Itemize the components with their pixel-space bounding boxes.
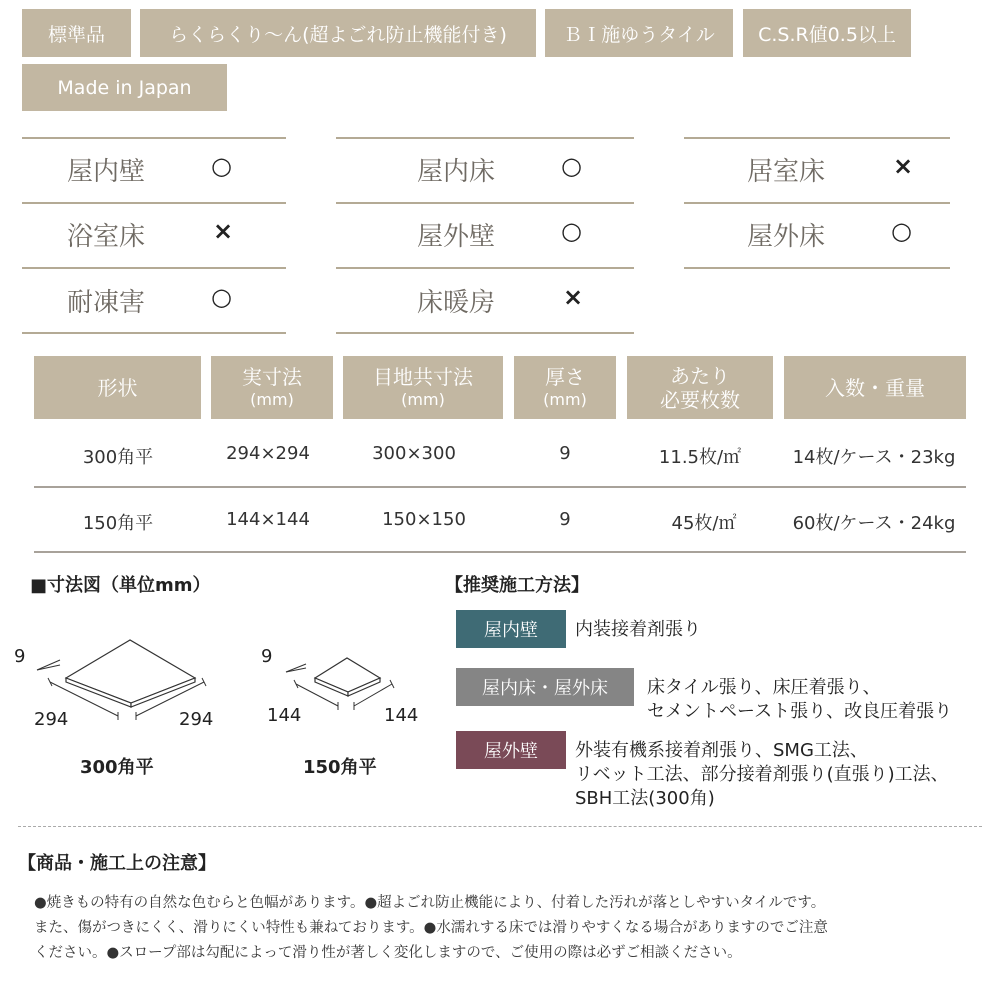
usage-label-indoor-wall: 屋内壁 bbox=[67, 157, 146, 187]
table-row-divider bbox=[34, 551, 966, 553]
usage-label-bath-floor: 浴室床 bbox=[67, 222, 146, 252]
note-line: ●焼きもの特有の自然な色むらと色幅があります。●超よごれ防止機能により、付着した汚れが落としやすいタイルです。 bbox=[34, 895, 826, 911]
table-cell: 9 bbox=[559, 443, 571, 464]
tag-standard: 標準品 bbox=[22, 9, 131, 57]
usage-divider bbox=[22, 137, 286, 139]
usage-mark-frost: ○ bbox=[211, 283, 232, 311]
method-tag-outdoor-wall: 屋外壁 bbox=[456, 731, 566, 769]
usage-divider bbox=[22, 267, 286, 269]
table-cell: 144×144 bbox=[226, 509, 310, 530]
table-cell: 9 bbox=[559, 509, 571, 530]
tile-300-width: 294 bbox=[34, 709, 69, 730]
method-text-outdoor-wall-3: SBH工法(300角) bbox=[575, 788, 715, 809]
usage-label-indoor-floor: 屋内床 bbox=[417, 157, 496, 187]
usage-label-floor-heating: 床暖房 bbox=[417, 288, 496, 318]
tile-300-depth: 294 bbox=[179, 709, 214, 730]
table-cell: 14枚/ケース・23kg bbox=[792, 447, 956, 468]
notes-title: 【商品・施工上の注意】 bbox=[18, 853, 216, 874]
table-cell: 60枚/ケース・24kg bbox=[792, 513, 956, 534]
tile-300-name: 300角平 bbox=[80, 757, 154, 778]
section-divider bbox=[18, 826, 982, 827]
table-cell: 11.5枚/㎡ bbox=[658, 447, 742, 468]
tag-csr: C.S.R値0.5以上 bbox=[743, 9, 911, 57]
usage-mark-bath-floor: × bbox=[213, 217, 234, 245]
usage-divider bbox=[336, 267, 634, 269]
usage-mark-outdoor-wall: ○ bbox=[561, 217, 582, 245]
table-cell: 150×150 bbox=[382, 509, 466, 530]
table-cell: 150角平 bbox=[82, 513, 154, 534]
note-line: また、傷がつきにくく、滑りにくい特性も兼ねております。●水濡れする床では滑りやすくなる場合がありますのでご注意 bbox=[34, 920, 828, 936]
usage-divider bbox=[22, 332, 286, 334]
usage-divider bbox=[22, 202, 286, 204]
usage-divider bbox=[684, 202, 950, 204]
methods-title: 【推奨施工方法】 bbox=[445, 575, 589, 596]
note-line: ください。●スロープ部は勾配によって滑り性が著しく変化しますので、ご使用の際は必ずご相談ください。 bbox=[34, 945, 742, 961]
tag-bi-glaze: ＢＩ施ゆうタイル bbox=[545, 9, 733, 57]
usage-divider bbox=[336, 332, 634, 334]
table-header-joint-size: 目地共寸法 (mm) bbox=[343, 356, 503, 419]
tag-easy-clean: らくらくり〜ん(超よごれ防止機能付き) bbox=[140, 9, 536, 57]
usage-divider bbox=[336, 202, 634, 204]
usage-mark-indoor-wall: ○ bbox=[211, 152, 232, 180]
usage-mark-floor-heating: × bbox=[563, 283, 584, 311]
method-text-floors-1: 床タイル張り、床圧着張り、 bbox=[647, 677, 881, 698]
table-header-thickness: 厚さ (mm) bbox=[514, 356, 616, 419]
usage-mark-indoor-floor: ○ bbox=[561, 152, 582, 180]
method-text-outdoor-wall-2: リベット工法、部分接着剤張り(直張り)工法、 bbox=[575, 764, 949, 785]
method-text-outdoor-wall-1: 外装有機系接着剤張り、SMG工法、 bbox=[575, 740, 868, 761]
table-header-pack-weight: 入数・重量 bbox=[784, 356, 966, 419]
method-tag-indoor-wall: 屋内壁 bbox=[456, 610, 566, 648]
dimension-title: ■寸法図（単位mm） bbox=[30, 575, 211, 596]
usage-divider bbox=[336, 137, 634, 139]
tile-150-thickness: 9 bbox=[261, 646, 273, 667]
table-cell: 45枚/㎡ bbox=[671, 513, 737, 534]
table-cell: 300×300 bbox=[372, 443, 456, 464]
usage-label-outdoor-wall: 屋外壁 bbox=[417, 222, 496, 252]
method-tag-floors: 屋内床・屋外床 bbox=[456, 668, 634, 706]
usage-mark-living-floor: × bbox=[893, 152, 914, 180]
tile-150-width: 144 bbox=[267, 705, 302, 726]
usage-label-frost: 耐凍害 bbox=[67, 288, 146, 318]
usage-label-outdoor-floor: 屋外床 bbox=[747, 222, 826, 252]
table-header-actual-size: 実寸法 (mm) bbox=[211, 356, 333, 419]
table-cell: 300角平 bbox=[82, 447, 154, 468]
tile-300-thickness: 9 bbox=[14, 646, 26, 667]
table-cell: 294×294 bbox=[226, 443, 310, 464]
method-text-indoor-wall: 内装接着剤張り bbox=[575, 619, 701, 640]
table-header-quantity: あたり 必要枚数 bbox=[627, 356, 773, 419]
method-text-floors-2: セメントペースト張り、改良圧着張り bbox=[647, 701, 953, 722]
usage-divider bbox=[684, 137, 950, 139]
table-header-shape: 形状 bbox=[34, 356, 201, 419]
tile-150-depth: 144 bbox=[384, 705, 419, 726]
usage-mark-outdoor-floor: ○ bbox=[891, 217, 912, 245]
usage-label-living-floor: 居室床 bbox=[747, 157, 826, 187]
table-row-divider bbox=[34, 486, 966, 488]
usage-divider bbox=[684, 267, 950, 269]
tile-150-name: 150角平 bbox=[303, 757, 377, 778]
tag-made-in-japan: Made in Japan bbox=[22, 64, 227, 111]
